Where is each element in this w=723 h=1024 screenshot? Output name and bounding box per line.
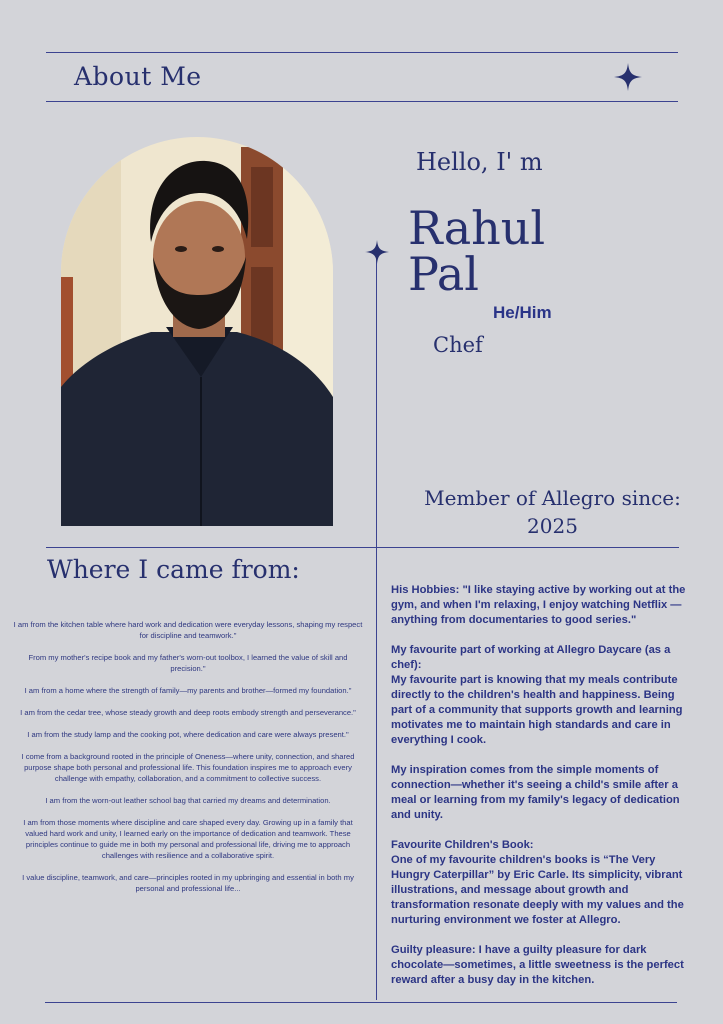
origins-text bbox=[12, 619, 364, 905]
inspiration-text: My inspiration comes from the simple moments of connection—whether it's seeing a child's smile after a meal or learning from my family's legacy of dedication and unity. bbox=[391, 764, 680, 821]
page-title: About Me bbox=[74, 62, 202, 91]
sparkle-star-icon bbox=[614, 63, 642, 91]
member-year: 2025 bbox=[527, 514, 578, 538]
member-since-label: Member of Allegro since: bbox=[424, 486, 681, 510]
inspiration-block bbox=[391, 763, 696, 823]
membership-info bbox=[410, 484, 695, 540]
origin-paragraph: I am from a home where the strength of family—my parents and brother—formed my foundation." bbox=[24, 686, 352, 695]
book-question: Favourite Children's Book: bbox=[391, 839, 534, 851]
guilty-pleasure-block bbox=[391, 943, 696, 988]
top-rule bbox=[46, 52, 678, 53]
origin-paragraph: I come from a background rooted in the principle of Oneness—where unity, connection, and shared purpose shape both personal and professional life. This foundation inspires me to approach every challenge with empathy, collaboration, and a commitment to collective success. bbox=[21, 752, 355, 783]
guilty-pleasure-text: Guilty pleasure: I have a guilty pleasure for dark chocolate—sometimes, a little sweetness is the perfect reward after a busy day in the kitchen. bbox=[391, 944, 684, 986]
origin-paragraph: I value discipline, teamwork, and care—principles rooted in my upbringing and essential in both my personal and professional life... bbox=[22, 873, 354, 893]
origin-paragraph: I am from the worn-out leather school bag that carried my dreams and determination. bbox=[45, 796, 331, 805]
job-title: Chef bbox=[433, 333, 483, 357]
pronouns: He/Him bbox=[493, 303, 552, 322]
origin-paragraph: I am from the study lamp and the cooking pot, where dedication and care were always present." bbox=[27, 730, 349, 739]
hobbies-text: His Hobbies: "I like staying active by working out at the gym, and when I'm relaxing, I enjoy watching Netflix — anything from documentaries to good series." bbox=[391, 584, 686, 626]
book-block bbox=[391, 838, 696, 928]
favourite-part-question: My favourite part of working at Allegro Daycare (as a chef): bbox=[391, 644, 671, 671]
favourite-part-answer: My favourite part is knowing that my meals contribute directly to the children's health and happiness. Being part of a community that supports growth and learning motivates me to maintain high standards and care in everything I cook. bbox=[391, 674, 683, 746]
favourite-part-block bbox=[391, 643, 696, 748]
book-answer: One of my favourite children's books is “The Very Hungry Caterpillar” by Eric Carle. Its simplicity, vibrant illustrations, and message about growth and transformation resonate deeply with my values and the nurturing environment we foster at Allegro. bbox=[391, 854, 684, 926]
center-divider bbox=[376, 255, 377, 1000]
last-name: Pal bbox=[408, 247, 480, 301]
header-rule bbox=[46, 101, 678, 102]
origin-paragraph: I am from the kitchen table where hard work and dedication were everyday lessons, shaping my respect for discipline and teamwork." bbox=[13, 620, 363, 640]
hobbies-block bbox=[391, 583, 696, 628]
origin-paragraph: I am from those moments where discipline and care shaped every day. Growing up in a family that valued hard work and unity, I learned early on the importance of dedication and teamwork. These principles continue to guide me in both my personal and professional life, driving me to approach challenges with resilience and a collaborative spirit. bbox=[23, 818, 353, 860]
about-text bbox=[391, 583, 696, 1003]
origins-heading: Where I came from: bbox=[47, 555, 300, 584]
first-name: Rahul bbox=[408, 201, 546, 255]
greeting-text: Hello, I' m bbox=[416, 148, 543, 176]
origin-paragraph: From my mother's recipe book and my father's worn-out toolbox, I learned the value of skill and precision." bbox=[28, 653, 348, 673]
origin-paragraph: I am from the cedar tree, whose steady growth and deep roots embody strength and perseverance." bbox=[20, 708, 356, 717]
profile-photo bbox=[61, 137, 333, 526]
middle-rule bbox=[46, 547, 679, 548]
person-name bbox=[408, 201, 546, 301]
sparkle-star-icon bbox=[365, 240, 389, 264]
